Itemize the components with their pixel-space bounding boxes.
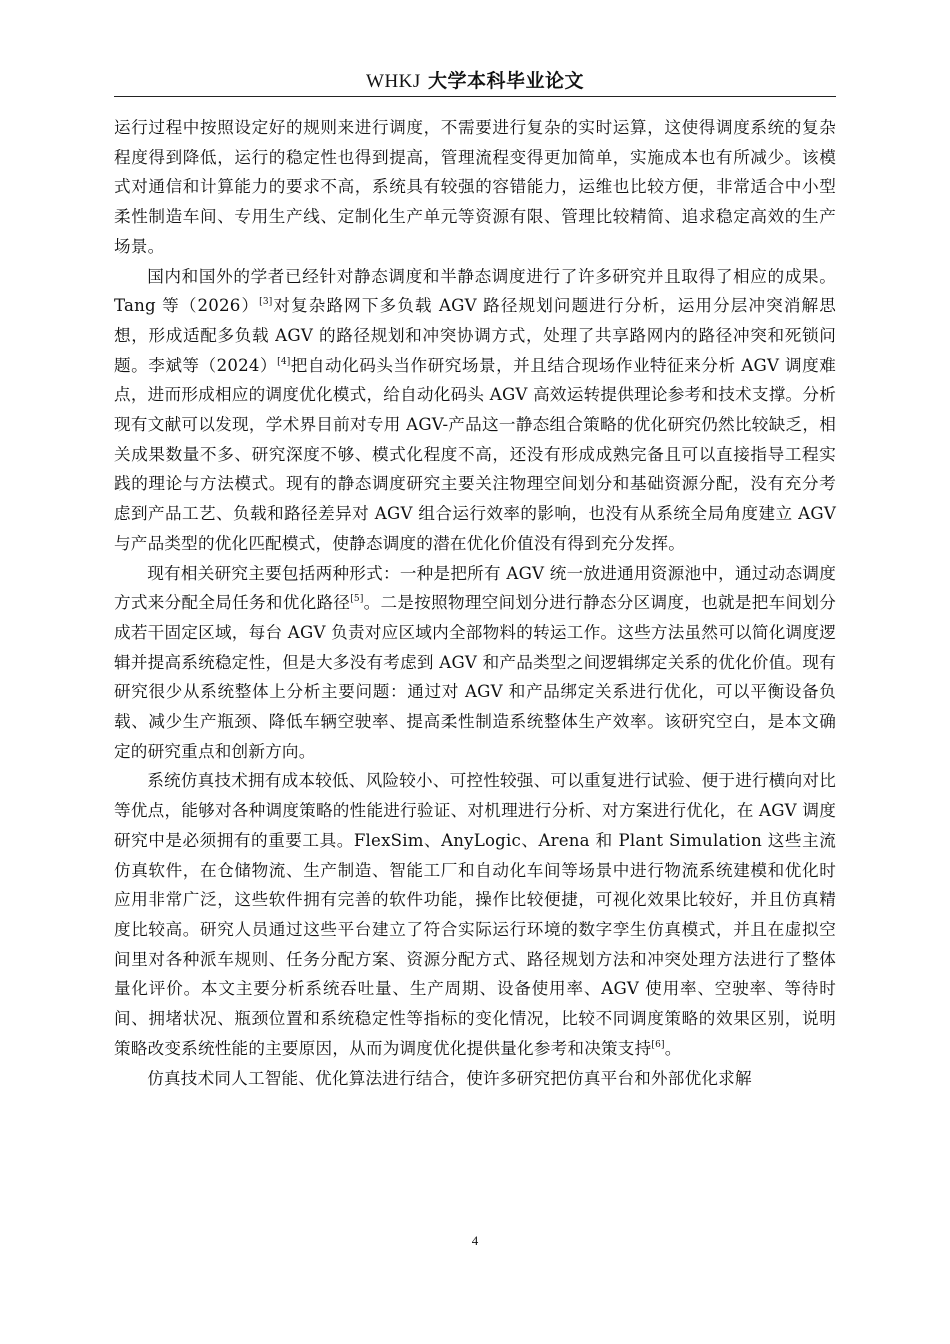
citation-5: [5] bbox=[350, 594, 364, 605]
citation-3: [3] bbox=[259, 297, 273, 308]
paragraph-2-part-b: 对复杂路网下多负载 AGV 路径规划问题进行分析，运用分层冲突消解思想，形成适配多负载 AGV 的路径规划和冲突协调方式，处理了共享路网内的路径冲突和死锁问题。李斌等（2024） bbox=[114, 296, 836, 375]
header-brand: WHKJ bbox=[366, 71, 421, 92]
paragraph-2 bbox=[114, 262, 836, 559]
paragraph-4-part-a: 系统仿真技术拥有成本较低、风险较小、可控性较强、可以重复进行试验、便于进行横向对比等优点，能够对各种调度策略的性能进行验证、对机理进行分析、对方案进行优化，在 AGV 调度研究中是必须拥有的重要工具。FlexSim、AnyLogic、Arena 和 Plant Simulation 这些主流仿真软件，在仓储物流、生产制造、智能工厂和自动化车间等场景中进行物流系统建模和优化时应用非常广泛，这些软件拥有完善的软件功能，操作比较便捷，可视化效果比较好，并且仿真精度比较高。研究人员通过这些平台建立了符合实际运行环境的数字孪生仿真模式，并且在虚拟空间里对各种派车规则、任务分配方案、资源分配方式、路径规划方法和冲突处理方法进行了整体量化评价。本文主要分析系统吞吐量、生产周期、设备使用率、AGV 使用率、空驶率、等待时间、拥堵状况、瓶颈位置和系统稳定性等指标的变化情况，比较不同调度策略的效果区别，说明策略改变系统性能的主要原因，从而为调度优化提供量化参考和决策支持 bbox=[114, 771, 836, 1058]
paragraph-2-part-c: 把自动化码头当作研究场景，并且结合现场作业特征来分析 AGV 调度难点，进而形成相应的调度优化模式，给自动化码头 AGV 高效运转提供理论参考和技术支撑。分析现有文献可以发现，学术界目前对专用 AGV-产品这一静态组合策略的优化研究仍然比较缺乏，相关成果数量不多、研究深度不够、模式化程度不高，还没有形成成熟完备且可以直接指导工程实践的理论与方法模式。现有的静态调度研究主要关注物理空间划分和基础资源分配，没有充分考虑到产品工艺、负载和路径差异对 AGV 组合运行效率的影响，也没有从系统全局角度建立 AGV 与产品类型的优化匹配模式，使静态调度的潜在优化价值没有得到充分发挥。 bbox=[114, 355, 836, 553]
paragraph-5: 仿真技术同人工智能、优化算法进行结合，使许多研究把仿真平台和外部优化求解 bbox=[147, 1068, 752, 1088]
paragraph-3-part-a: 现有相关研究主要包括两种形式：一种是把所有 AGV 统一放进通用资源池中，通过动态调度方式来分配全局任务和优化路径 bbox=[114, 563, 836, 613]
header-thesis-title: 大学本科毕业论文 bbox=[427, 70, 584, 92]
paragraph-3 bbox=[114, 559, 836, 767]
paragraph-4-part-b: 。 bbox=[664, 1038, 682, 1058]
paragraph-2-part-a: 国内和国外的学者已经针对静态调度和半静态调度进行了许多研究并且取得了相应的成果。Tang 等（2026） bbox=[114, 266, 836, 316]
page-number: 4 bbox=[471, 1233, 479, 1248]
citation-6: [6] bbox=[651, 1039, 665, 1050]
paragraph-4 bbox=[114, 766, 836, 1063]
citation-4: [4] bbox=[277, 356, 291, 367]
page-header bbox=[114, 66, 836, 97]
paragraph-3-part-b: 。二是按照物理空间划分进行静态分区调度，也就是把车间划分成若干固定区域，每台 AGV 负责对应区域内全部物料的转运工作。这些方法虽然可以简化调度逻辑并提高系统稳定性，但是大多没有考虑到 AGV 和产品类型之间逻辑绑定关系的优化价值。现有研究很少从系统整体上分析主要问题：通过对 AGV 和产品绑定关系进行优化，可以平衡设备负载、减少生产瓶颈、降低车辆空驶率、提高柔性制造系统整体生产效率。该研究空白，是本文确定的研究重点和创新方向。 bbox=[114, 593, 836, 761]
header-title bbox=[366, 70, 584, 92]
body-text bbox=[114, 113, 836, 1093]
paragraph-1: 运行过程中按照设定好的规则来进行调度，不需要进行复杂的实时运算，这使得调度系统的复杂程度得到降低，运行的稳定性也得到提高，管理流程变得更加简单，实施成本也有所减少。该模式对通信和计算能力的要求不高，系统具有较强的容错能力，运维也比较方便，非常适合中小型柔性制造车间、专用生产线、定制化生产单元等资源有限、管理比较精简、追求稳定高效的生产场景。 bbox=[114, 118, 836, 256]
